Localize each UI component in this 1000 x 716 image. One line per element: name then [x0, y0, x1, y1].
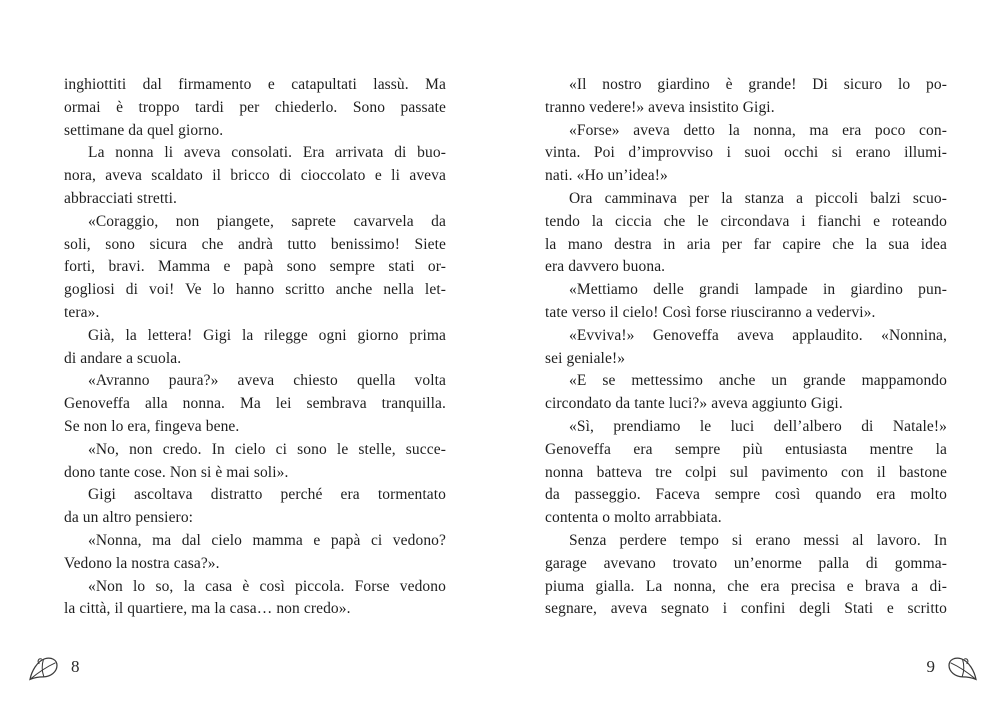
text-line: inghiottiti dal firmamento e catapultati lassù. Ma [64, 76, 446, 93]
text-line: piuma gialla. La nonna, che era precisa e brava a di- [545, 577, 947, 595]
text-line: «Mettiamo delle grandi lampade in giardino pun- [569, 281, 947, 299]
text-line: era davvero buona. [545, 258, 666, 276]
text-line: «Sì, prendiamo le luci dell’albero di Natale!» [569, 417, 947, 435]
text-line: ormai è troppo tardi per chiederlo. Sono passate [64, 98, 446, 116]
page-number: 9 [926, 657, 935, 676]
text-line: Genoveffa alla nonna. Ma lei sembrava tranquilla. [64, 395, 446, 413]
page-number: 8 [71, 657, 80, 676]
text-line: «E se mettessimo anche un grande mappamondo [569, 372, 947, 390]
text-line: «Coraggio, non piangete, saprete cavarvela da [88, 212, 446, 230]
text-line: garage avevano trovato un’enorme palla di gomma- [545, 554, 947, 572]
text-line: dono tante cose. Non si è mai soli». [64, 463, 289, 481]
text-line: tate verso il cielo! Così forse riusciranno a vedervi». [545, 303, 876, 321]
text-line: nora, aveva scaldato il bricco di cioccolato e li aveva [64, 167, 446, 185]
leaf-ornament-icon [28, 654, 60, 681]
text-line: «Forse» aveva detto la nonna, ma era poco con- [569, 121, 947, 139]
text-line: Gigi ascoltava distratto perché era tormentato [88, 486, 446, 504]
text-line: «Avranno paura?» aveva chiesto quella volta [88, 372, 446, 390]
page-right-text-column [545, 74, 947, 621]
text-line: nonna batteva tre colpi sul pavimento con il bastone [545, 463, 947, 481]
text-line: Vedono la nostra casa?». [64, 554, 220, 572]
text-line: «Il nostro giardino è grande! Di sicuro lo po- [569, 76, 947, 93]
text-line: «No, non credo. In cielo ci sono le stelle, succe- [88, 440, 446, 458]
text-line: segnare, aveva segnato i confini degli Stati e scritto [545, 600, 947, 618]
page-right-footer [927, 651, 979, 683]
text-line: gogliosi di voi! Ve lo hanno scritto anche nella let- [64, 281, 446, 299]
text-line: nati. «Ho un’idea!» [545, 167, 668, 185]
text-line: contenta o molto arrabbiata. [545, 509, 722, 527]
text-line: da un altro pensiero: [64, 509, 194, 527]
text-line: la mano destra in aria per far capire che la sua idea [545, 235, 947, 253]
text-line: La nonna li aveva consolati. Era arrivata di buo- [88, 144, 446, 162]
text-line: Già, la lettera! Gigi la rilegge ogni giorno prima [88, 326, 446, 344]
text-line: «Non lo so, la casa è così piccola. Forse vedono [88, 577, 446, 595]
text-line: Genoveffa era sempre più entusiasta mentre la [545, 440, 947, 458]
text-line: soli, sono sicura che andrà tutto benissimo! Siete [64, 235, 446, 253]
leaf-ornament-icon [946, 654, 978, 681]
text-line: la città, il quartiere, ma la casa… non credo». [64, 600, 351, 618]
text-line: tendo la ciccia che le circondava i fianchi e roteando [545, 212, 947, 230]
text-line: circondato da tante luci?» aveva aggiunto Gigi. [545, 395, 843, 413]
page-left-text-column [64, 74, 446, 621]
text-line: Senza perdere tempo si erano messi al lavoro. In [569, 531, 947, 549]
text-line: da passeggio. Faceva sempre così quando era molto [545, 486, 947, 504]
page-left-footer [28, 651, 80, 683]
text-line: tranno vedere!» aveva insistito Gigi. [545, 98, 775, 116]
text-line: settimane da quel giorno. [64, 121, 224, 139]
text-line: forti, bravi. Mamma e papà sono sempre stati or- [64, 258, 446, 276]
text-line: «Nonna, ma dal cielo mamma e papà ci vedono? [88, 531, 446, 549]
text-line: Se non lo era, fingeva bene. [64, 417, 240, 435]
text-line: tera». [64, 303, 100, 321]
text-line: sei geniale!» [545, 349, 626, 367]
text-line: abbracciati stretti. [64, 189, 178, 207]
text-line: Ora camminava per la stanza a piccoli balzi scuo- [569, 189, 947, 207]
text-line: «Evviva!» Genoveffa aveva applaudito. «Nonnina, [569, 326, 947, 344]
text-line: di andare a scuola. [64, 349, 182, 367]
text-line: vinta. Poi d’improvviso i suoi occhi si erano illumi- [545, 144, 947, 162]
